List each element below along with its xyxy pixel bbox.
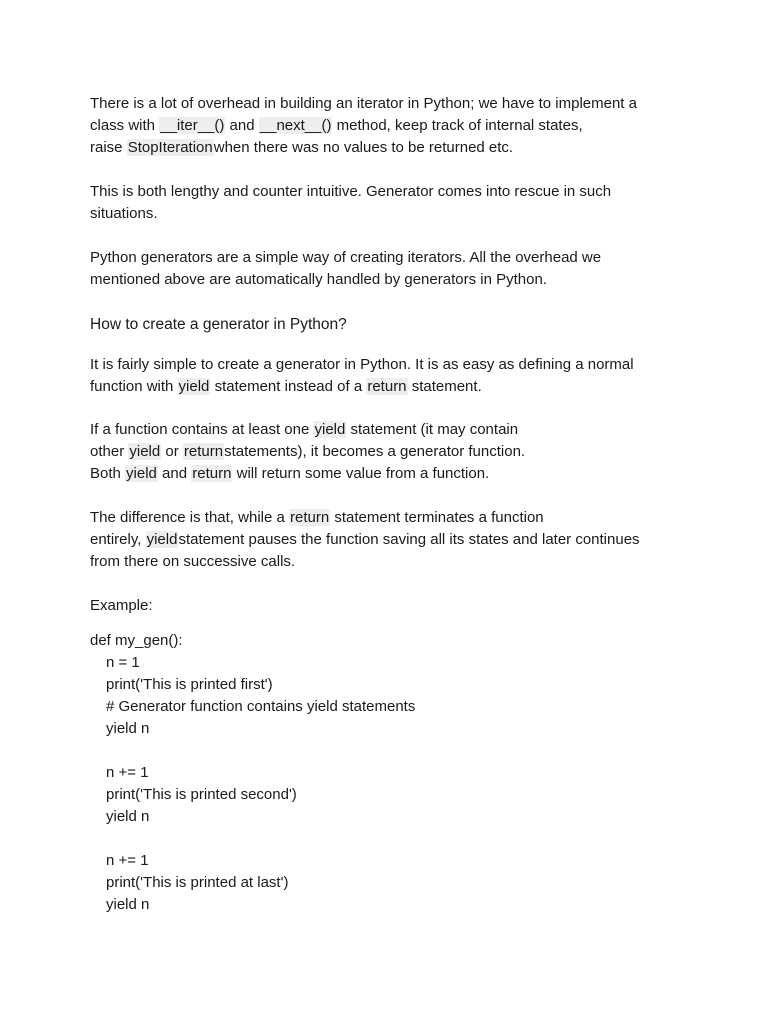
text-line: situations. [90,205,158,222]
section-heading [90,314,690,336]
code-line: yield n [106,896,150,913]
text-line [90,463,690,485]
text-fragment: statement (it may contain [346,421,519,438]
paragraph-iterator-overhead [90,93,690,159]
text-line: There is a lot of overhead in building an iterator in Python; we have to implement a [90,95,637,112]
text-fragment: function with [90,378,178,395]
inline-code: yield [146,531,178,548]
code-line: def my_gen(): [90,632,183,649]
text-fragment: and [225,117,259,134]
text-fragment: statement. [407,378,482,395]
code-line: print('This is printed first') [106,676,273,693]
code-line: yield n [106,720,150,737]
inline-code: yield [126,465,157,482]
blank-line [90,828,415,850]
text-line [90,137,690,159]
text-line [90,419,690,441]
text-fragment: statement instead of a [210,378,367,395]
text-fragment: If a function contains at least one [90,421,314,438]
text-fragment: raise [90,139,127,156]
code-line: # Generator function contains yield statements [106,698,416,715]
text-line: mentioned above are automatically handled by generators in Python. [90,271,547,288]
code-line: yield n [106,808,150,825]
inline-code: __next__() [259,117,332,134]
text-fragment: statement pauses the function saving all its states and later continues [178,531,640,548]
text-line: from there on successive calls. [90,553,296,570]
text-line [90,115,690,137]
inline-code: yield [314,421,346,438]
inline-code: yield [178,378,210,395]
text-fragment: other [90,443,129,460]
code-line: n = 1 [106,654,140,671]
text-fragment: when there was no values to be returned etc. [213,139,514,156]
text-fragment: will return some value from a function. [232,465,490,482]
code-line: print('This is printed at last') [106,874,289,891]
text-fragment: statements), it becomes a generator function. [224,443,526,460]
text-fragment: or [161,443,183,460]
text-fragment: The difference is that, while a [90,509,289,526]
paragraph-lengthy [90,181,690,225]
text-fragment: and [157,465,192,482]
paragraph-generators-simple [90,247,690,291]
code-example [90,630,415,916]
text-line [90,376,690,398]
inline-code: return [192,465,232,482]
paragraph-difference [90,507,690,573]
text-fragment: statement terminates a function [330,509,544,526]
text-line: This is both lengthy and counter intuitive. Generator comes into rescue in such [90,183,612,200]
code-line: n += 1 [106,852,149,869]
text-line: It is fairly simple to create a generator in Python. It is as easy as defining a normal [90,356,634,373]
paragraph-fairly-simple [90,354,690,398]
text-line [90,441,690,463]
inline-code: __iter__() [160,117,225,134]
text-line: Example: [90,597,153,614]
inline-code: yield [129,443,161,460]
text-fragment: Both [90,465,126,482]
text-line [90,507,690,529]
inline-code: StopIteration [127,139,213,156]
inline-code: return [183,443,224,460]
inline-code: return [290,509,330,526]
inline-code: return [367,378,407,395]
text-line [90,529,690,551]
text-line: Python generators are a simple way of creating iterators. All the overhead we [90,249,602,266]
code-line: print('This is printed second') [106,786,297,803]
example-label [90,595,690,617]
text-fragment: entirely, [90,531,146,548]
text-fragment: class with [90,117,160,134]
code-line: n += 1 [106,764,149,781]
heading-text: How to create a generator in Python? [90,316,347,333]
text-fragment: method, keep track of internal states, [332,117,583,134]
paragraph-yield-return [90,419,690,485]
blank-line [90,740,415,762]
